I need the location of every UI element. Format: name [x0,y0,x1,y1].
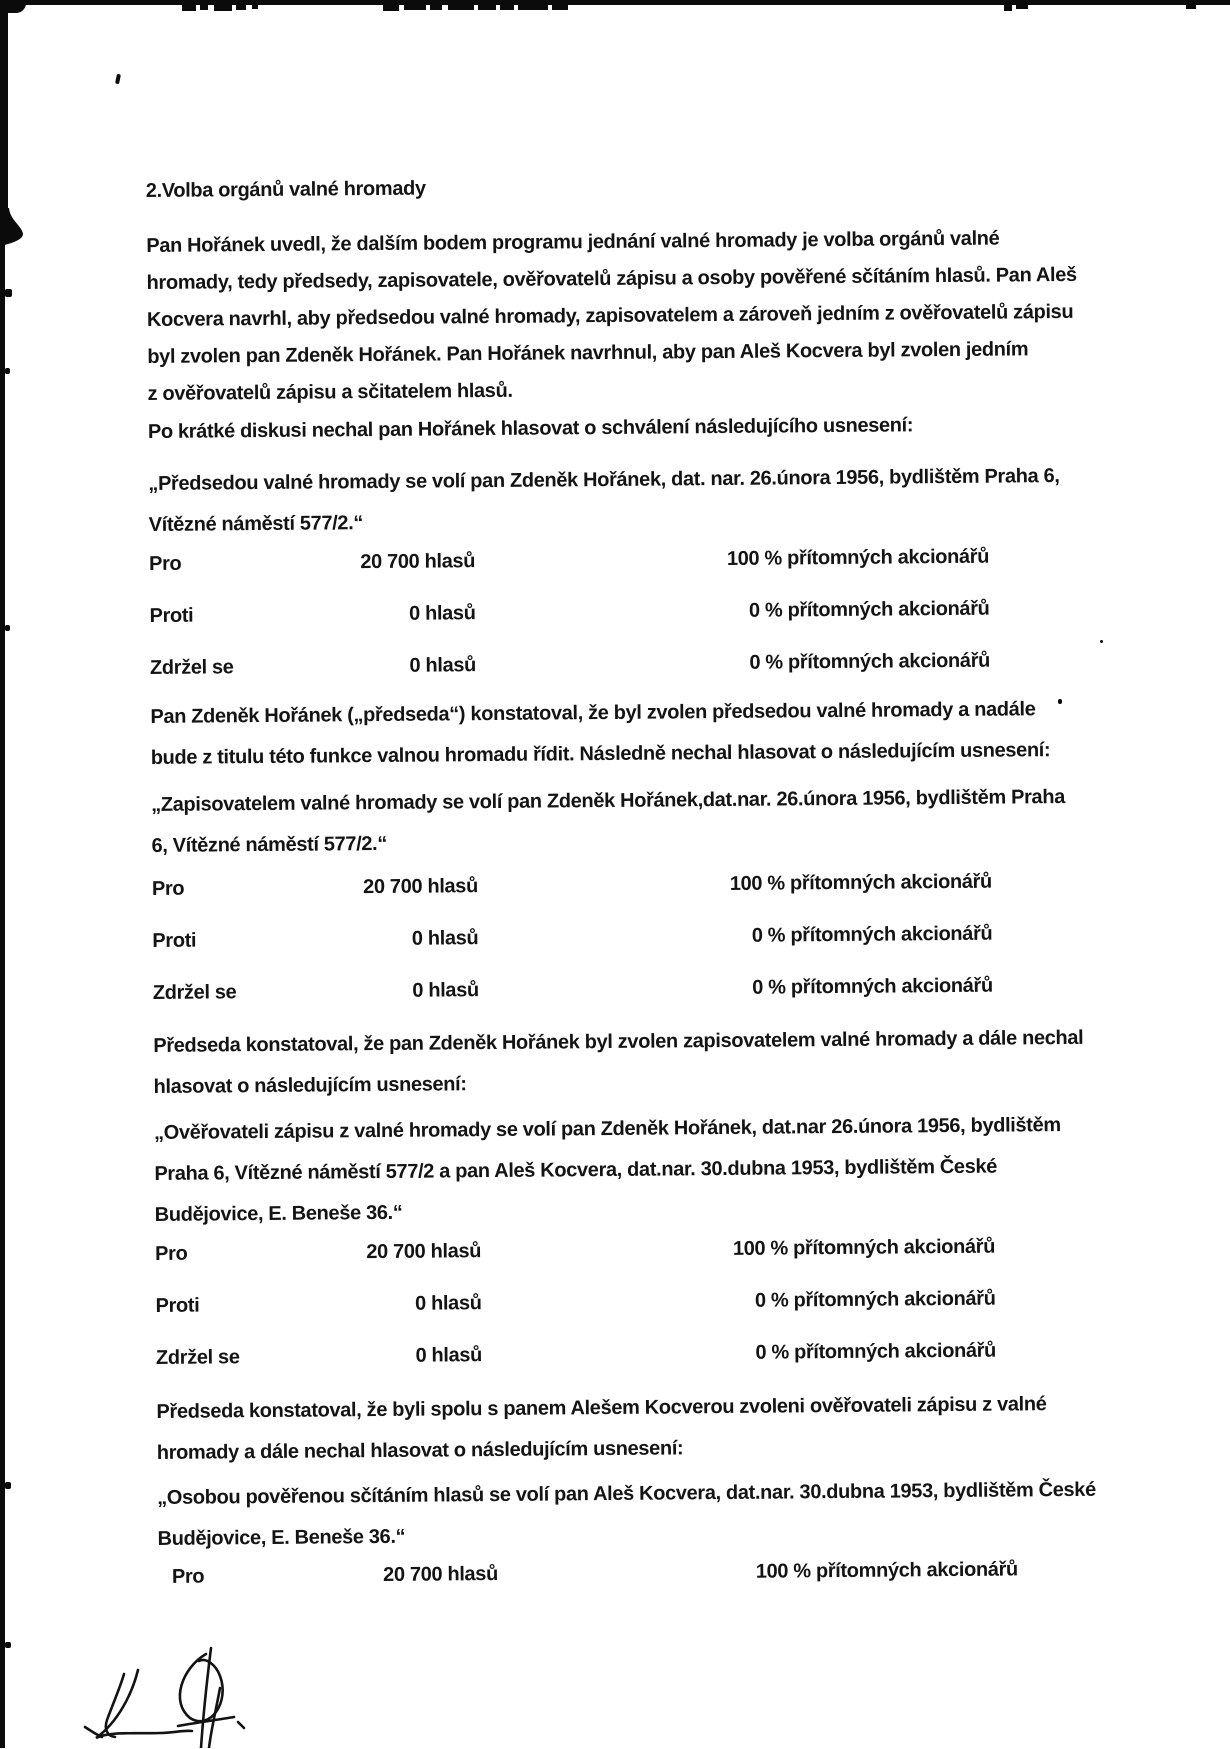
section-heading: 2.Volba orgánů valné hromady [145,177,426,203]
vote-share: 100 % přítomných akcionářů [732,1235,996,1260]
vote-count: 0 hlasů [408,602,476,625]
vote-result-table [149,544,1130,709]
quote-block [157,1469,1138,1560]
vote-share: 100 % přítomných akcionářů [729,870,992,895]
vote-count: 0 hlasů [409,654,477,677]
vote-share: 0 % přítomných akcionářů [754,1287,996,1312]
vote-share: 100 % přítomných akcionářů [755,1558,1018,1583]
para-block [148,403,1128,453]
vote-row [149,596,1129,657]
vote-share: 100 % přítomných akcionářů [726,545,990,570]
vote-count: 0 hlasů [415,1344,483,1367]
text-line: Budějovice, E. Beneše 36.“ [157,1525,406,1550]
signature-left-tick [85,1727,102,1737]
para-block [150,688,1131,779]
vote-result-table [152,869,1133,1034]
vote-count: 0 hlasů [414,1292,482,1315]
para-block [153,1017,1134,1108]
vote-row [149,544,1129,605]
text-line: „Osobou pověřenou sčítáním hlasů se volí pan Aleš Kocvera, dat.nar. 30.dubna 1953, bydlištěm České [157,1478,1096,1509]
quote-block [148,455,1129,546]
text-line: Praha 6, Vítězné náměstí 577/2 a pan Aleš Kocvera, dat.nar. 30.dubna 1953, bydlištěm České [154,1155,998,1185]
vote-option-label: Zdržel se [152,981,237,1004]
text-line: Pan Hořánek uvedl, že dalším bodem programu jednání valné hromady je volba orgánů valné [146,227,1000,258]
vote-count: 20 700 hlasů [360,550,476,574]
vote-count: 20 700 hlasů [366,1240,482,1264]
text-line: Předseda konstatoval, že byli spolu s panem Alešem Kocverou zvoleni ověřovateli zápisu z valné [156,1393,1047,1423]
signature-right-crossbar [178,1717,234,1726]
heading-block [146,167,1126,206]
vote-row [152,921,1132,982]
para-block [146,219,1128,413]
vote-option-label: Pro [154,1242,188,1265]
text-line: bude z titulu této funkce valnou hromadu řídit. Následně nechal hlasovat o následujícím usnesení: [150,739,1051,769]
signature-right-stem [201,1648,211,1748]
vote-count: 20 700 hlasů [383,1562,498,1586]
para-block [156,1383,1137,1474]
vote-option-label: Zdržel se [149,656,234,679]
vote-result-table [155,1234,1136,1399]
text-line: 6, Vítězné náměstí 577/2.“ [151,832,388,857]
vote-count: 0 hlasů [411,927,479,950]
text-line: Budějovice, E. Beneše 36.“ [154,1201,403,1226]
text-line: „Předsedou valné hromady se volí pan Zdeněk Hořánek, dat. nar. 26.února 1956, bydlištěm Praha 6, [148,465,1060,495]
vote-row [155,1286,1135,1347]
text-line: Předseda konstatoval, že pan Zdeněk Hořánek byl zvolen zapisovatelem valné hromady a dále nechal [153,1026,1084,1057]
vote-row [155,1234,1135,1295]
text-line: hromady, tedy předsedy, zapisovatele, ověřovatelů zápisu a osoby pověřené sčítáním hlasů. Pan Aleš [146,263,1077,295]
signature-left-cross [96,1670,192,1738]
vote-option-label: Proti [149,604,194,627]
vote-share: 0 % přítomných akcionářů [751,922,993,947]
vote-count: 0 hlasů [412,979,479,1002]
text-line: hlasovat o následujícím usnesení: [153,1073,467,1098]
vote-result-table [158,1557,1152,1618]
vote-share: 0 % přítomných akcionářů [755,1339,997,1364]
text-line: „Zapisovatelem valné hromady se volí pan Zdeněk Hořánek,dat.nar. 26.února 1956, bydlištěm Praha [151,786,1066,816]
vote-option-label: Proti [152,929,197,952]
vote-option-label: Proti [155,1294,200,1317]
vote-row [152,869,1132,930]
text-line: byl zvolen pan Zdeněk Hořánek. Pan Hořánek navrhnul, aby pan Aleš Kocvera byl zvolen jedním [147,338,1029,369]
vote-count: 20 700 hlasů [363,875,478,899]
vote-row [172,1557,1152,1618]
text-line: hromady a dále nechal hlasovat o následujícím usnesení: [156,1437,684,1464]
vote-option-label: Zdržel se [155,1346,240,1369]
vote-option-label: Pro [171,1565,205,1588]
quote-block [151,776,1132,867]
text-line: „Ověřovateli zápisu z valné hromady se volí pan Zdeněk Hořánek, dat.nar 26.února 1956, bydlištěm [153,1114,1061,1144]
vote-option-label: Pro [151,877,185,900]
vote-option-label: Pro [148,552,182,575]
vote-share: 0 % přítomných akcionářů [749,649,991,674]
vote-share: 0 % přítomných akcionářů [752,974,993,999]
quote-block [154,1104,1135,1236]
signature-right-dash [238,1722,244,1728]
signature-scrawls [60,1630,280,1748]
text-line: Pan Zdeněk Hořánek („předseda“) konstatoval, že byl zvolen předsedou valné hromady a nadále [150,698,1036,728]
text-line: Po krátké diskusi nechal pan Hořánek hlasovat o schválení následujícího usnesení: [147,414,914,443]
text-line: Vítězné náměstí 577/2.“ [148,512,364,536]
text-line: z ověřovatelů zápisu a sčitatelem hlasů. [147,379,513,406]
vote-share: 0 % přítomných akcionářů [748,597,990,622]
text-line: Kocvera navrhl, aby předsedou valné hromady, zapisovatelem a zároveň jedním z ověřovatelů zápisu [146,300,1074,332]
